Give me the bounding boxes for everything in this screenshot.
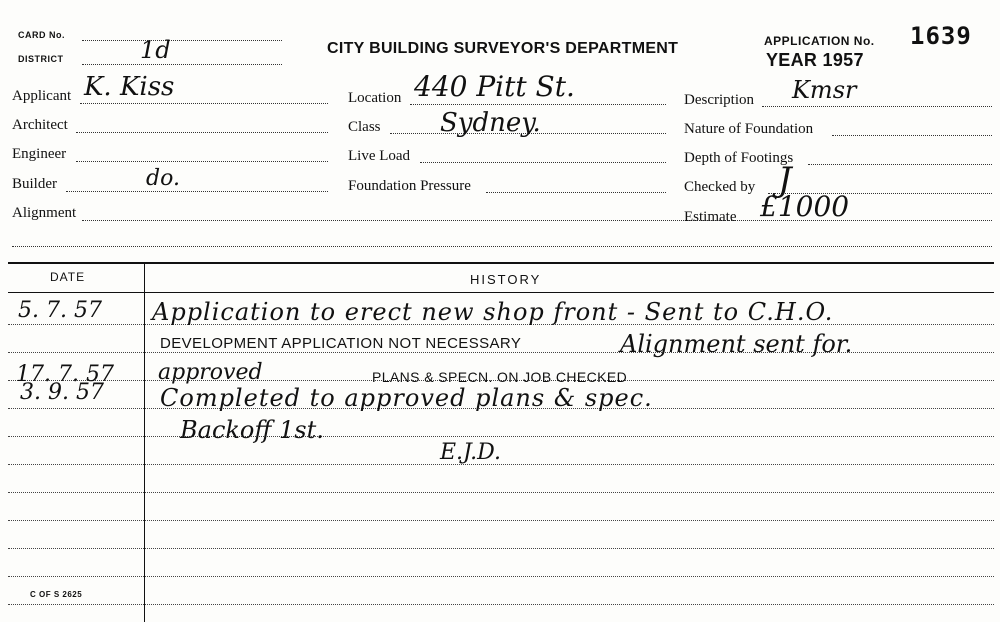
foundation-pressure-label: Foundation Pressure xyxy=(348,178,471,194)
description-value: Kmsr xyxy=(792,76,857,104)
estimate-value: £1000 xyxy=(760,190,850,223)
depth-of-footings-label: Depth of Footings xyxy=(684,150,794,166)
ruled-line xyxy=(8,492,994,493)
location-value: 440 Pitt St. xyxy=(414,70,575,103)
applicant-line xyxy=(80,103,328,104)
department-title: CITY BUILDING SURVEYOR'S DEPARTMENT xyxy=(327,40,679,57)
table-top-rule xyxy=(8,262,994,264)
date-header: DATE xyxy=(50,270,86,284)
ruled-line xyxy=(8,604,994,605)
checked-by-label: Checked by xyxy=(684,179,756,195)
ruled-line xyxy=(8,548,994,549)
alignment-label: Alignment xyxy=(12,205,77,221)
district-label: DISTRICT xyxy=(18,54,64,64)
architect-line xyxy=(76,132,328,133)
class-value: Sydney. xyxy=(440,108,541,138)
builder-label: Builder xyxy=(12,176,57,192)
live-load-line xyxy=(420,162,666,163)
history-note: Alignment sent for. xyxy=(620,330,853,358)
ruled-line xyxy=(8,520,994,521)
live-load-label: Live Load xyxy=(348,148,411,164)
history-date: 3. 9. 57 xyxy=(20,380,104,405)
depth-of-footings-line xyxy=(808,164,992,165)
alignment-line xyxy=(82,220,992,221)
history-date: 5. 7. 57 xyxy=(18,298,102,323)
history-entry: Application to erect new shop front - Sent to C.H.O. xyxy=(152,298,834,326)
ruled-line xyxy=(8,576,994,577)
nature-of-foundation-line xyxy=(832,135,992,136)
history-initials: E.J.D. xyxy=(440,440,502,465)
location-label: Location xyxy=(348,90,402,106)
foundation-pressure-line xyxy=(486,192,666,193)
engineer-line xyxy=(76,161,328,162)
history-entry: Completed to approved plans & spec. xyxy=(160,384,653,412)
history-entry: approved xyxy=(158,360,263,385)
district-line xyxy=(82,64,282,65)
application-no: 1639 xyxy=(910,22,972,50)
nature-of-foundation-label: Nature of Foundation xyxy=(684,121,814,137)
application-no-label: APPLICATION No. xyxy=(764,34,875,48)
year-label: YEAR 1957 xyxy=(766,50,864,70)
applicant-value: K. Kiss xyxy=(84,72,175,102)
architect-label: Architect xyxy=(12,117,68,133)
history-stamp: PLANS & SPECN. ON JOB CHECKED xyxy=(372,369,628,385)
location-line xyxy=(410,104,666,105)
class-label: Class xyxy=(348,119,381,135)
description-label: Description xyxy=(684,92,754,108)
card-no-line xyxy=(82,40,282,41)
checked-by-value: J xyxy=(778,160,792,200)
description-line xyxy=(762,106,992,107)
applicant-label: Applicant xyxy=(12,88,72,104)
district-value: 1d xyxy=(140,36,171,64)
history-entry: Backoff 1st. xyxy=(180,416,324,444)
engineer-label: Engineer xyxy=(12,146,67,162)
estimate-label: Estimate xyxy=(684,209,737,225)
builder-line xyxy=(66,191,328,192)
card-no-label: CARD No. xyxy=(18,30,65,40)
builder-value: do. xyxy=(146,166,180,191)
header-rule xyxy=(8,292,994,293)
alignment-line-2 xyxy=(12,246,992,247)
form-code: C OF S 2625 xyxy=(30,590,83,599)
history-stamp: DEVELOPMENT APPLICATION NOT NECESSARY xyxy=(160,335,522,352)
date-column-divider xyxy=(144,262,145,622)
history-date: 17. 7. 57 xyxy=(16,362,114,387)
history-header: HISTORY xyxy=(470,272,542,287)
ruled-line xyxy=(8,436,994,437)
